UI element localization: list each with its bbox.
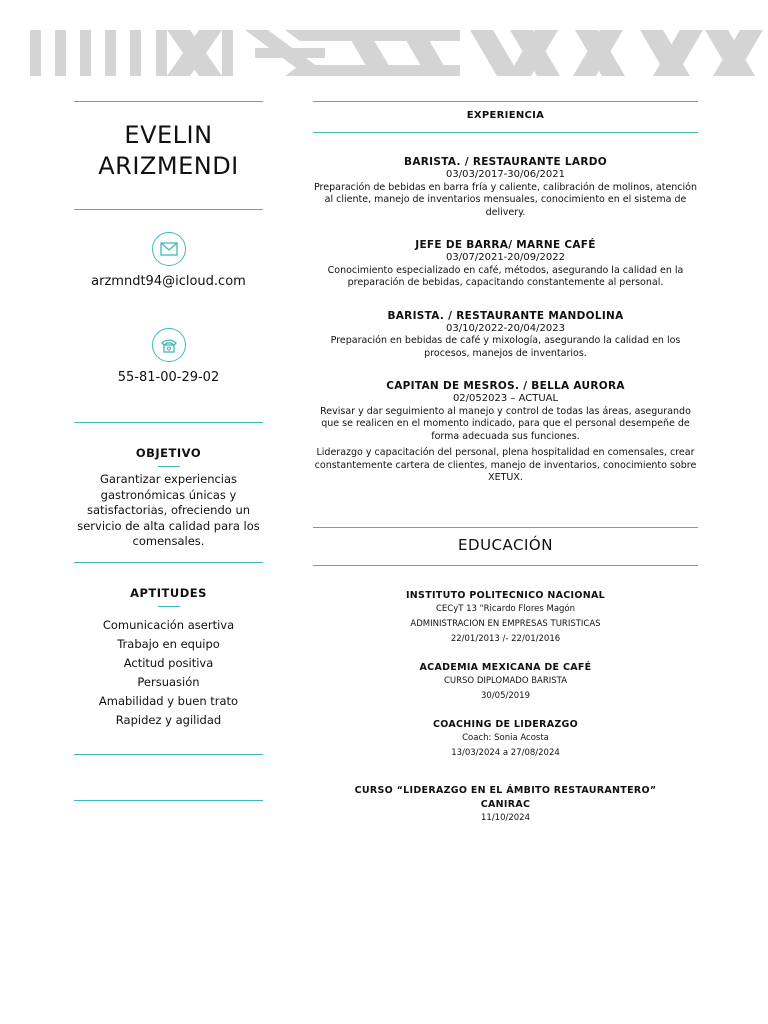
left-divider	[74, 754, 263, 755]
skills-list	[74, 616, 263, 730]
skill-item: Comunicación asertiva	[102, 618, 235, 632]
skills-title: APTITUDES	[130, 586, 207, 600]
envelope-icon	[152, 232, 186, 266]
email-address[interactable]: arzmndt94@icloud.com	[91, 274, 246, 289]
job-description: Conocimiento especializado en café, métodos, asegurando la calidad en la preparación de bebidas, capacitando constantemente al personal.	[327, 264, 684, 288]
email-block	[74, 232, 263, 289]
first-name: EVELIN	[124, 121, 213, 149]
objective-title: OBJETIVO	[135, 446, 202, 460]
education-title: INSTITUTO POLITECNICO NACIONAL	[405, 590, 606, 601]
right-divider	[313, 565, 698, 566]
education-detail: CECyT 13 "Ricardo Flores Magón	[435, 604, 576, 614]
education-detail: CURSO DIPLOMADO BARISTA	[443, 676, 568, 686]
education-list	[313, 589, 698, 840]
education-title: CANIRAC	[480, 799, 531, 810]
education-entry	[313, 661, 698, 703]
job-description: Liderazgo y capacitación del personal, plena hospitalidad en comensales, crear constantemente cartera de clientes, manejo de inventarios, conocimiento sobre XETUX.	[314, 447, 697, 483]
skills-section	[74, 586, 263, 730]
title-underline	[158, 606, 180, 607]
left-divider	[74, 422, 263, 423]
job-dates: 03/03/2017-30/06/2021	[446, 169, 565, 180]
last-name: ARIZMENDI	[98, 152, 239, 180]
left-divider	[74, 101, 263, 102]
objective-text: Garantizar experiencias gastronómicas únicas y satisfactorias, ofreciendo un servicio de alta calidad para los comensales.	[77, 472, 260, 548]
phone-block	[74, 328, 263, 385]
education-entry	[313, 718, 698, 760]
education-detail: 11/10/2024	[481, 813, 530, 823]
job-entry	[313, 310, 698, 361]
candidate-name	[74, 120, 263, 182]
education-entry	[313, 589, 698, 646]
job-title: JEFE DE BARRA/ MARNE CAFÉ	[415, 239, 596, 251]
skill-item: Actitud positiva	[123, 656, 214, 670]
education-title: ACADEMIA MEXICANA DE CAFÉ	[419, 662, 592, 673]
job-title: BARISTA. / RESTAURANTE LARDO	[404, 156, 607, 168]
experience-list	[313, 156, 698, 505]
job-dates: 03/07/2021-20/09/2022	[446, 252, 565, 263]
experience-title: EXPERIENCIA	[466, 110, 545, 121]
job-dates: 03/10/2022-20/04/2023	[446, 322, 565, 334]
education-title: EDUCACIÓN	[458, 536, 553, 554]
skill-item: Rapidez y agilidad	[115, 713, 222, 727]
job-description: Preparación de bebidas en barra fría y caliente, calibración de molinos, atención al cliente, manejo de inventarios mensuales, conocimiento en el sistema de delivery.	[313, 181, 698, 218]
education-detail: 22/01/2013 /- 22/01/2016	[450, 634, 561, 644]
right-divider	[313, 101, 698, 102]
job-description: Preparación en bebidas de café y mixología, asegurando la calidad en los procesos, manejos de inventarios.	[330, 335, 681, 359]
skill-item: Amabilidad y buen trato	[98, 694, 239, 708]
left-divider	[74, 209, 263, 210]
job-entry	[313, 239, 698, 290]
decorative-banner	[0, 28, 768, 78]
education-title: COACHING DE LIDERAZGO	[432, 719, 579, 730]
education-detail: ADMINISTRACION EN EMPRESAS TURISTICAS	[410, 619, 601, 629]
telephone-icon	[152, 328, 186, 362]
education-title: CURSO “LIDERAZGO EN EL ÁMBITO RESTAURANTERO”	[354, 785, 657, 796]
job-dates: 02/052023 – ACTUAL	[452, 393, 559, 404]
left-divider	[74, 800, 263, 801]
objective-section	[74, 446, 263, 550]
title-underline	[158, 466, 180, 467]
job-entry	[313, 156, 698, 219]
education-detail: 13/03/2024 a 27/08/2024	[451, 748, 560, 758]
job-entry	[313, 380, 698, 485]
right-divider	[313, 132, 698, 133]
right-divider	[313, 527, 698, 528]
left-divider	[74, 562, 263, 563]
job-title: BARISTA. / RESTAURANTE MANDOLINA	[387, 309, 624, 322]
phone-number[interactable]: 55-81-00-29-02	[117, 370, 220, 385]
job-description: Revisar y dar seguimiento al manejo y control de todas las áreas, asegurando que se realicen en el momento indicado, para que el personal desempeñe de forma adecuada sus funciones.	[320, 405, 691, 442]
job-title: CAPITAN DE MESROS. / BELLA AURORA	[386, 380, 625, 392]
education-detail: Coach: Sonia Acosta	[462, 733, 549, 743]
skill-item: Persuasión	[137, 675, 200, 689]
skill-item: Trabajo en equipo	[117, 637, 220, 651]
education-detail: 30/05/2019	[481, 691, 530, 701]
education-entry	[313, 784, 698, 825]
